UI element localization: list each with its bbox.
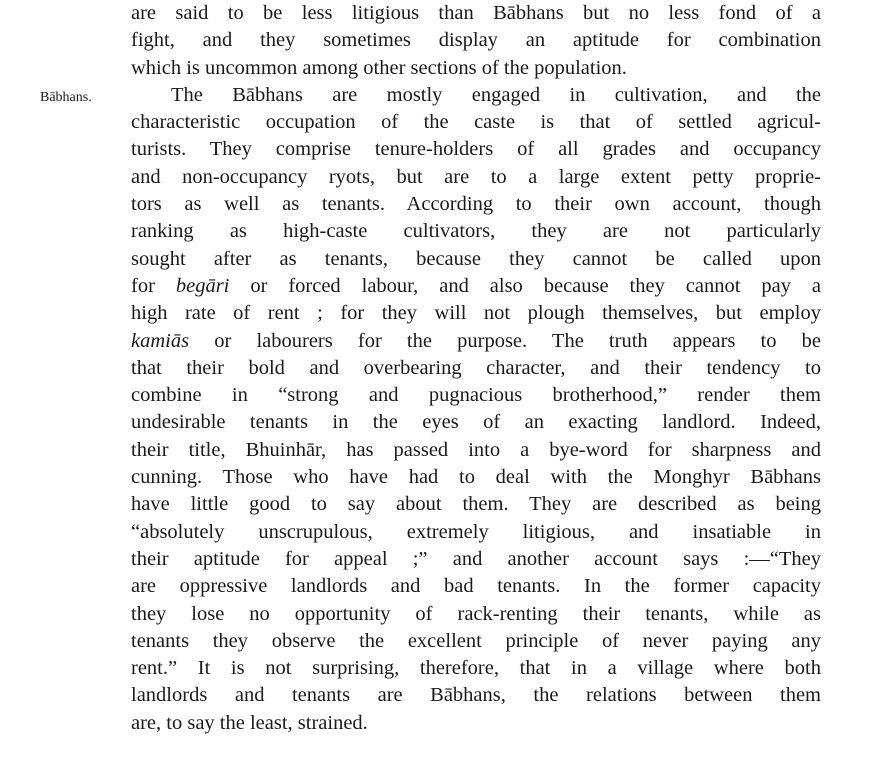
text-line (131, 328, 821, 355)
text-line (131, 546, 821, 573)
text-line (131, 355, 821, 382)
text-segment: combine in “strong and pugnacious brotherhood,” render them (131, 384, 821, 407)
text-segment: and non-occupancy ryots, but are to a large extent petty proprie- (131, 165, 821, 188)
text-segment: for (131, 274, 176, 297)
text-segment: fight, and they sometimes display an aptitude for combination (131, 29, 821, 52)
text-segment: or labourers for the purpose. The truth appears to be (189, 329, 821, 352)
text-segment: or forced labour, and also because they cannot pay a (229, 274, 821, 297)
italic-term: kamiās (131, 329, 190, 352)
text-segment: landlords and tenants are Bābhans, the relations between them (131, 684, 821, 707)
text-segment: cunning. Those who have had to deal with the Monghyr Bābhans (131, 466, 821, 489)
text-segment: are said to be less litigious than Bābhans but no less fond of a (131, 2, 821, 24)
text-line (131, 464, 821, 491)
text-line (131, 109, 821, 136)
text-line (131, 382, 821, 409)
text-line (131, 601, 821, 628)
text-line (131, 246, 821, 273)
text-line (131, 164, 821, 191)
text-segment: The Bābhans are mostly engaged in cultivation, and the (171, 83, 821, 106)
body-text (131, 0, 821, 737)
text-segment: rent.” It is not surprising, therefore, that in a village where both (131, 657, 821, 680)
text-segment: “absolutely unscrupulous, extremely litigious, and insatiable in (131, 520, 821, 543)
text-segment: sought after as tenants, because they cannot be called upon (131, 247, 821, 270)
text-segment: are, to say the least, strained. (131, 711, 368, 734)
italic-term: begāri (175, 274, 230, 297)
text-line (131, 55, 821, 82)
text-line (131, 300, 821, 327)
text-segment: their title, Bhuinhār, has passed into a bye-word for sharpness and (131, 438, 821, 461)
text-line (131, 710, 821, 737)
text-segment: are oppressive landlords and bad tenants. In the former capacity (131, 575, 821, 598)
text-segment: their aptitude for appeal ;” and another account says :—“They (131, 547, 821, 570)
text-segment: undesirable tenants in the eyes of an exacting landlord. Indeed, (131, 411, 821, 434)
margin-note: Bābhans. (40, 90, 92, 105)
text-line (131, 0, 821, 27)
text-segment: characteristic occupation of the caste is that of settled agricul- (131, 111, 821, 134)
text-segment: high rate of rent ; for they will not plough themselves, but employ (131, 302, 821, 325)
text-line (131, 573, 821, 600)
text-line (131, 437, 821, 464)
text-line (131, 682, 821, 709)
text-segment: tors as well as tenants. According to their own account, though (131, 193, 821, 216)
text-line (131, 409, 821, 436)
text-segment: they lose no opportunity of rack-renting their tenants, while as (131, 602, 821, 625)
text-line (131, 218, 821, 245)
text-segment: that their bold and overbearing character, and their tendency to (131, 356, 821, 379)
text-line (131, 191, 821, 218)
text-line (131, 273, 821, 300)
text-line (131, 628, 821, 655)
text-line (131, 82, 821, 109)
text-line (131, 491, 821, 518)
text-line (131, 27, 821, 54)
text-segment: tenants they observe the excellent principle of never paying any (131, 629, 821, 652)
text-segment: which is uncommon among other sections of the population. (131, 56, 627, 79)
text-segment: have little good to say about them. They are described as being (131, 493, 821, 516)
text-segment: ranking as high-caste cultivators, they are not particularly (131, 220, 821, 243)
text-segment: turists. They comprise tenure-holders of all grades and occupancy (131, 138, 821, 161)
text-line (131, 519, 821, 546)
text-line (131, 655, 821, 682)
text-line (131, 136, 821, 163)
